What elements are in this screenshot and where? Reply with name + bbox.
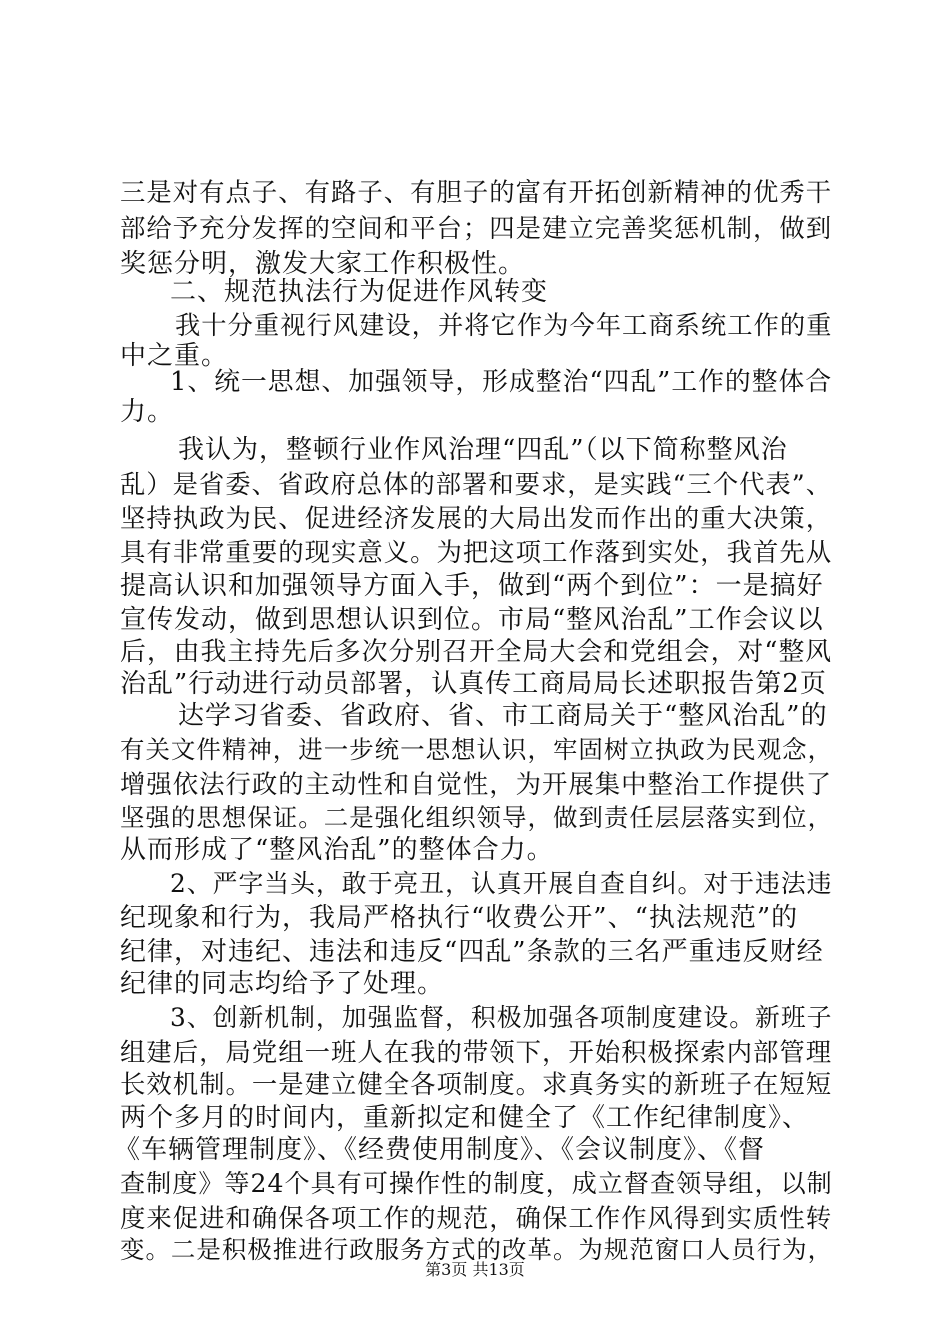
text-line: 组建后，局党组一班人在我的带领下，开始积极探索内部管理	[120, 1037, 833, 1067]
section-heading: 二、规范执法行为促进作风转变	[170, 277, 549, 307]
text-line: 宣传发动，做到思想认识到位。市局“整风治乱”工作会议以	[120, 605, 824, 635]
text-line: 2、严字当头，敢于亮丑，认真开展自查自纠。对于违法违	[170, 869, 833, 898]
text-line: 中之重。	[120, 341, 229, 371]
text-line: 奖惩分明，激发大家工作积极性。	[120, 249, 526, 279]
text-line: 纪律的同志均给予了处理。	[120, 969, 445, 999]
text-line: 增强依法行政的主动性和自觉性，为开展集中整治工作提供了	[120, 769, 833, 799]
text-line: 坚强的思想保证。二是强化组织领导，做到责任层层落实到位，	[120, 803, 834, 832]
text-line: 3、创新机制，加强监督，积极加强各项制度建设。新班子	[170, 1003, 833, 1032]
text-line: 纪现象和行为，我局严格执行“收费公开”、“执法规范”的	[120, 903, 799, 933]
text-line: 治乱”行动进行动员部署，认真传工商局局长述职报告第2页	[120, 669, 827, 699]
text-line: 后，由我主持先后多次分别召开全局大会和党组会，对“整风	[120, 637, 833, 667]
text-line: 两个多月的时间内，重新拟定和健全了《工作纪律制度》、	[120, 1103, 810, 1133]
text-line: 力。	[120, 397, 175, 427]
text-line: 三是对有点子、有路子、有胆子的富有开拓创新精神的优秀干	[120, 177, 833, 207]
text-line: 长效机制。一是建立健全各项制度。求真务实的新班子在短短	[120, 1069, 833, 1099]
text-line: 坚持执政为民、促进经济发展的大局出发而作出的重大决策，	[120, 503, 833, 533]
text-line: 达学习省委、省政府、省、市工商局关于“整风治乱”的	[178, 701, 828, 731]
text-line: 提高认识和加强领导方面入手，做到“两个到位”：一是搞好	[120, 571, 824, 601]
text-line: 《车辆管理制度》、《经费使用制度》、《会议制度》、《督	[114, 1135, 766, 1165]
text-line: 度来促进和确保各项工作的规范，确保工作作风得到实质性转	[120, 1203, 833, 1233]
text-line: 1、统一思想、加强领导，形成整治“四乱”工作的整体合	[170, 367, 833, 397]
text-line: 有关文件精神，进一步统一思想认识，牢固树立执政为民观念，	[120, 735, 834, 764]
page-number-footer: 第3页 共13页	[425, 1260, 525, 1279]
text-line: 我十分重视行风建设，并将它作为今年工商系统工作的重	[175, 311, 833, 340]
text-line: 我认为，整顿行业作风治理“四乱”（以下简称整风治	[178, 435, 788, 465]
text-line: 纪律，对违纪、违法和违反“四乱”条款的三名严重违反财经	[120, 937, 824, 967]
text-line: 具有非常重要的现实意义。为把这项工作落到实处，我首先从	[120, 537, 833, 567]
text-line: 变。二是积极推进行政服务方式的改革。为规范窗口人员行为，	[120, 1235, 834, 1264]
text-line: 乱）是省委、省政府总体的部署和要求，是实践“三个代表”、	[120, 469, 833, 499]
text-line: 部给予充分发挥的空间和平台；四是建立完善奖惩机制，做到	[120, 213, 833, 243]
text-line: 查制度》等24个具有可操作性的制度，成立督查领导组，以制	[120, 1169, 833, 1198]
text-line: 从而形成了“整风治乱”的整体合力。	[120, 835, 554, 865]
